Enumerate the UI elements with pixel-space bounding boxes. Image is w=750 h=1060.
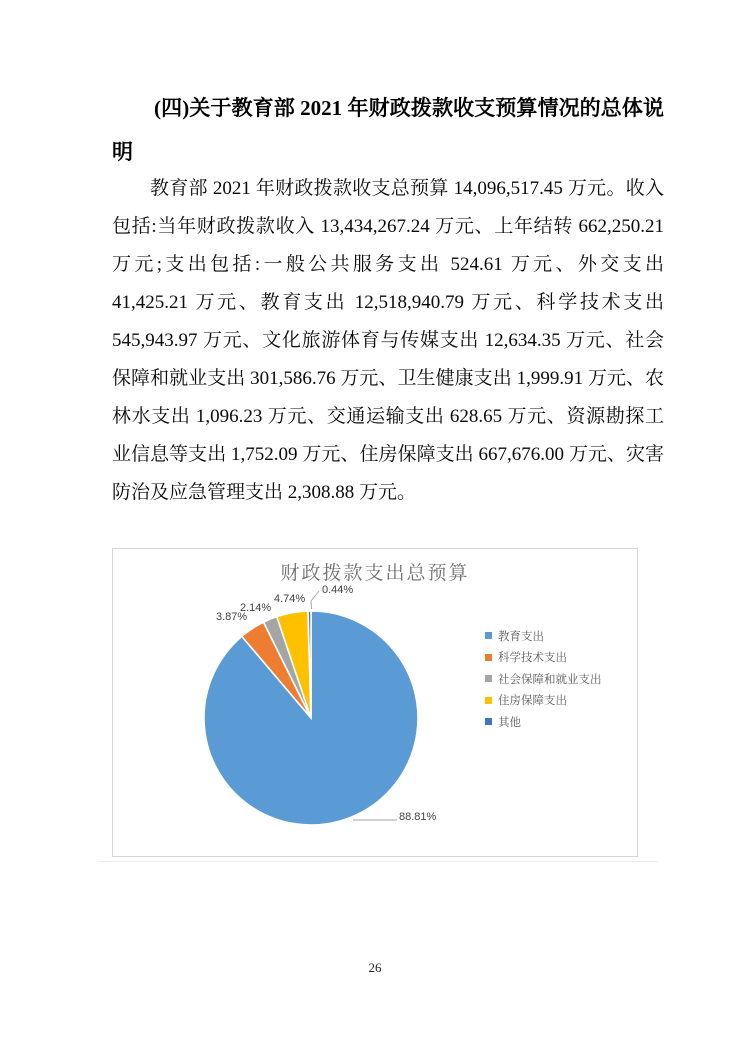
legend-item-4 [485,711,602,733]
legend-swatch-icon [485,654,492,661]
legend-swatch-icon [485,675,492,682]
page-number: 26 [368,960,382,975]
pie-label-2: 2.14% [240,602,272,614]
legend-swatch-icon [485,632,492,639]
pie-label-3: 4.74% [274,593,306,605]
legend-item-1 [485,647,602,669]
section-heading: (四)关于教育部 2021 年财政拨款收支预算情况的总体说明 [112,96,664,164]
pie-label-0: 88.81% [399,811,437,823]
chart-legend [485,625,602,733]
legend-label: 科学技术支出 [498,652,567,665]
legend-label: 教育支出 [498,630,544,643]
legend-item-2 [485,668,602,690]
legend-swatch-icon [485,697,492,704]
legend-label: 住房保障支出 [498,695,567,708]
budget-pie-chart-figure [112,548,638,857]
chart-canvas-edge [99,861,658,862]
leader-line-1 [311,591,319,609]
legend-item-3 [485,690,602,712]
pie-label-1: 3.87% [216,611,248,623]
legend-swatch-icon [485,718,492,725]
pie-label-4: 0.44% [322,584,354,596]
chart-title: 财政拨款支出总预算 [280,563,470,584]
legend-label: 社会保障和就业支出 [498,673,602,686]
legend-label: 其他 [498,716,521,729]
body-paragraph: 教育部 2021 年财政拨款收支总预算 14,096,517.45 万元。收入包括:当年财政拨款收入 13,434,267.24 万元、上年结转 662,250.21 万元;支出包括:一般公共服务支出 524.61 万元、外交支出 41,425.21 万元、教育支出 12,518,940.79 万元、科学技术支出 545,943.97 万元、文化旅游体育与传媒支出 12,634.35 万元、社会保障和就业支出 301,586.76 万元、卫生健康支出 1,999.91 万元、农林水支出 1,096.23 万元、交通运输支出 628.65 万元、资源勘探工业信息等支出 1,752.09 万元、住房保障支出 667,676.00 万元、灾害防治及应急管理支出 2,308.88 万元。 [112,178,664,503]
legend-item-0 [485,625,602,647]
